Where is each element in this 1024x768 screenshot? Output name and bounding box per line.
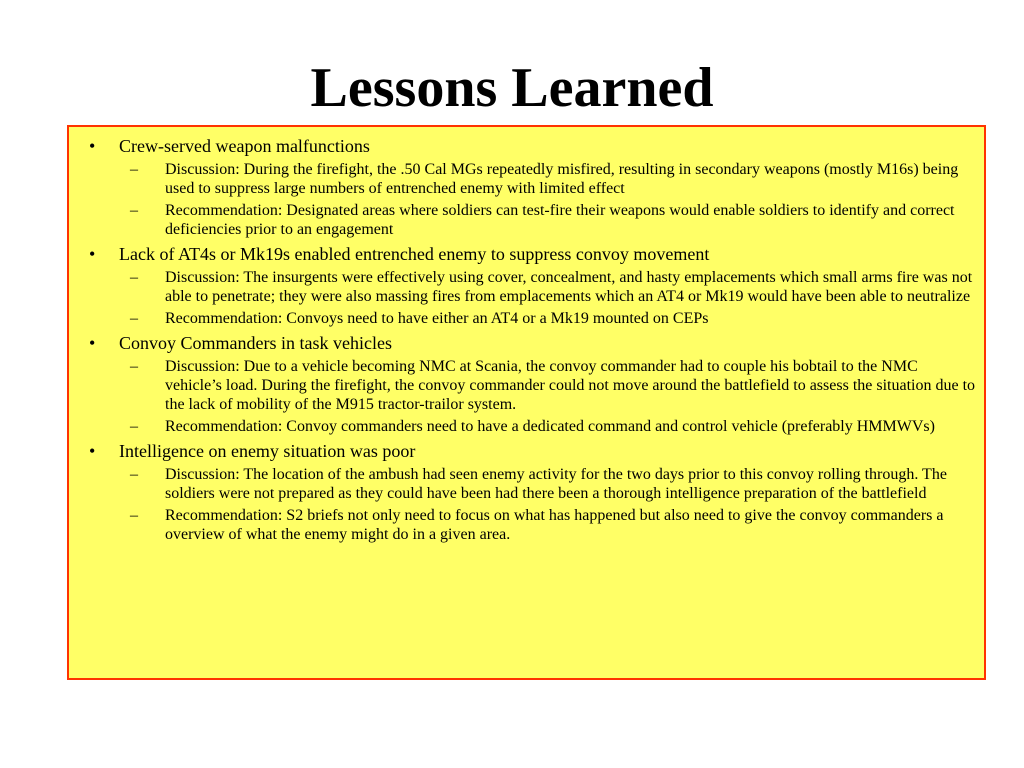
discussion-text: Discussion: The location of the ambush had seen enemy activity for the two days prior to this convoy rolling through. The soldiers were not prepared as they could have been had there been a thorough intelligence preparation of the battlefield bbox=[165, 466, 947, 502]
sub-item bbox=[119, 417, 976, 436]
bullet-text: Intelligence on enemy situation was poor bbox=[119, 441, 416, 461]
discussion-text: Discussion: Due to a vehicle becoming NMC at Scania, the convoy commander had to couple his bobtail to the NMC vehicle’s load. During the firefight, the convoy commander could not move around the battlefield to assess the situation due to the lack of mobility of the M915 tractor-trailor system. bbox=[165, 358, 976, 413]
recommendation-text: Recommendation: Convoy commanders need to have a dedicated command and control vehicle (preferably HMMWVs) bbox=[165, 418, 935, 435]
bullet-marker: • bbox=[89, 244, 96, 264]
discussion-text: Discussion: During the firefight, the .50 Cal MGs repeatedly misfired, resulting in secondary weapons (mostly M16s) being used to suppress large numbers of entrenched enemy with limited effect bbox=[165, 161, 959, 197]
bullet-item bbox=[69, 135, 976, 239]
bullet-text: Convoy Commanders in task vehicles bbox=[119, 333, 392, 353]
sub-list bbox=[119, 357, 976, 436]
discussion-text: Discussion: The insurgents were effectively using cover, concealment, and hasty emplacements which small arms fire was not able to penetrate; they were also massing fires from emplacements which an AT4 or Mk19 would have been able to neutralize bbox=[165, 269, 973, 305]
sub-marker: – bbox=[130, 418, 138, 435]
sub-marker: – bbox=[130, 507, 138, 524]
sub-list bbox=[119, 465, 976, 544]
bullet-marker: • bbox=[89, 333, 96, 353]
bullet-list bbox=[69, 127, 984, 544]
sub-marker: – bbox=[130, 161, 138, 178]
sub-item bbox=[119, 160, 976, 198]
sub-marker: – bbox=[130, 466, 138, 483]
sub-marker: – bbox=[130, 269, 138, 286]
sub-marker: – bbox=[130, 310, 138, 327]
recommendation-text: Recommendation: Convoys need to have either an AT4 or a Mk19 mounted on CEPs bbox=[165, 310, 709, 327]
bullet-text: Lack of AT4s or Mk19s enabled entrenched enemy to suppress convoy movement bbox=[119, 244, 710, 264]
slide-title: Lessons Learned bbox=[310, 56, 714, 119]
bullet-item bbox=[69, 332, 976, 436]
sub-item bbox=[119, 201, 976, 239]
sub-list bbox=[119, 268, 976, 328]
sub-item bbox=[119, 506, 976, 544]
sub-item bbox=[119, 309, 976, 328]
recommendation-text: Recommendation: Designated areas where soldiers can test-fire their weapons would enable soldiers to identify and correct deficiencies prior to an engagement bbox=[165, 202, 955, 238]
recommendation-text: Recommendation: S2 briefs not only need to focus on what has happened but also need to give the convoy commanders a overview of what the enemy might do in a given area. bbox=[165, 507, 944, 543]
bullet-marker: • bbox=[89, 136, 96, 156]
sub-marker: – bbox=[130, 202, 138, 219]
content-box bbox=[67, 125, 986, 680]
sub-item bbox=[119, 268, 976, 306]
sub-item bbox=[119, 465, 976, 503]
bullet-text: Crew-served weapon malfunctions bbox=[119, 136, 370, 156]
bullet-item bbox=[69, 243, 976, 328]
sub-marker: – bbox=[130, 358, 138, 375]
bullet-item bbox=[69, 440, 976, 544]
sub-list bbox=[119, 160, 976, 239]
bullet-marker: • bbox=[89, 441, 96, 461]
sub-item bbox=[119, 357, 976, 414]
